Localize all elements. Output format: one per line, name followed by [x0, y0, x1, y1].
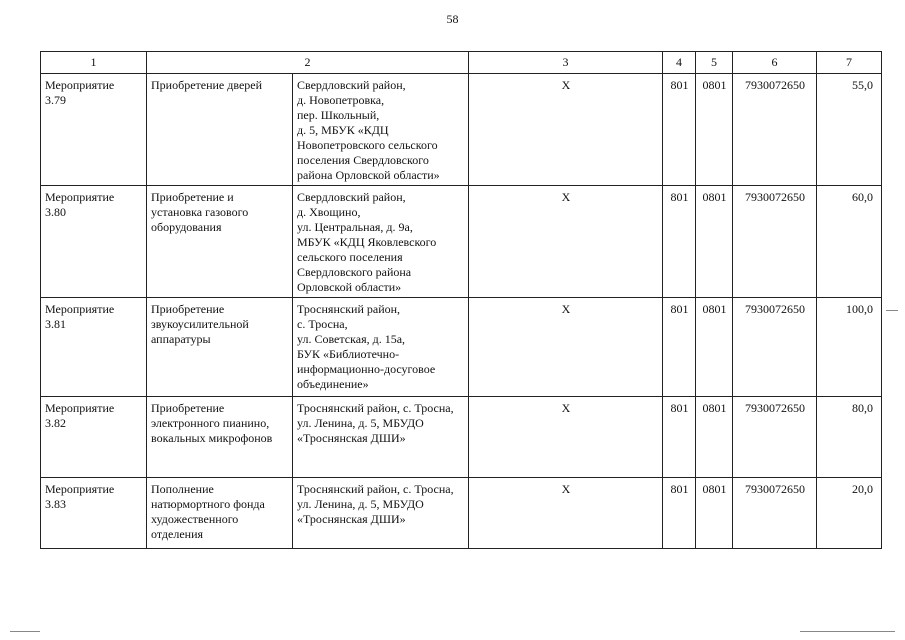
table-row [41, 397, 882, 478]
address-cell-line: ул. Ленина, д. 5, МБУДО [297, 497, 424, 511]
address-cell-line: ул. Советская, д. 15а, [297, 332, 406, 346]
scan-artifact-line [10, 631, 40, 632]
measure-cell [41, 298, 147, 397]
item-name-cell-line: электронного пианино, [151, 416, 270, 430]
item-name-cell [147, 478, 293, 549]
header-col-7: 7 [817, 52, 882, 74]
address-cell-line: «Троснянская ДШИ» [297, 431, 406, 445]
address-cell-line: ул. Центральная, д. 9а, [297, 220, 413, 234]
table-row [41, 298, 882, 397]
item-name-cell-line: Приобретение [151, 302, 225, 316]
address-cell-line: Свердловский район, [297, 78, 406, 92]
col5-cell: 0801 [696, 478, 733, 549]
measure-cell [41, 74, 147, 186]
item-name-cell [147, 74, 293, 186]
col4-cell: 801 [663, 397, 696, 478]
item-name-cell-line: вокальных микрофонов [151, 431, 273, 445]
col5-cell: 0801 [696, 186, 733, 298]
col6-cell: 7930072650 [733, 186, 817, 298]
address-cell-line: пер. Школьный, [297, 108, 380, 122]
address-cell-line: сельского поселения [297, 250, 403, 264]
header-col-1: 1 [41, 52, 147, 74]
table-row [41, 478, 882, 549]
col5-cell: 0801 [696, 397, 733, 478]
header-col-6: 6 [733, 52, 817, 74]
address-cell-line: БУК «Библиотечно- [297, 347, 400, 361]
col5-cell: 0801 [696, 298, 733, 397]
measure-cell [41, 186, 147, 298]
item-name-cell-line: Приобретение дверей [151, 78, 263, 92]
col3-cell: X [469, 298, 663, 397]
address-cell-line: «Троснянская ДШИ» [297, 512, 406, 526]
address-cell-line: Троснянский район, [297, 302, 401, 316]
measure-cell-line: Мероприятие [45, 190, 115, 204]
measure-cell-line: Мероприятие [45, 482, 115, 496]
address-cell-line: объединение» [297, 377, 369, 391]
address-cell-line: информационно-досуговое [297, 362, 436, 376]
amount-cell: 80,0 [817, 397, 882, 478]
address-cell [293, 74, 469, 186]
address-cell-line: Новопетровского сельского [297, 138, 438, 152]
address-cell [293, 478, 469, 549]
col6-cell: 7930072650 [733, 397, 817, 478]
measure-cell-line: Мероприятие [45, 401, 115, 415]
header-col-5: 5 [696, 52, 733, 74]
col4-cell: 801 [663, 186, 696, 298]
item-name-cell-line: аппаратуры [151, 332, 211, 346]
address-cell [293, 397, 469, 478]
amount-cell: 55,0 [817, 74, 882, 186]
item-name-cell-line: оборудования [151, 220, 222, 234]
item-name-cell-line: Приобретение [151, 401, 225, 415]
item-name-cell [147, 186, 293, 298]
item-name-cell-line: Пополнение [151, 482, 214, 496]
col4-cell: 801 [663, 298, 696, 397]
item-name-cell-line: звукоусилительной [151, 317, 249, 331]
item-name-cell [147, 397, 293, 478]
measure-cell-line: 3.81 [45, 317, 66, 331]
measure-cell-line: Мероприятие [45, 302, 115, 316]
measure-cell [41, 478, 147, 549]
address-cell-line: д. 5, МБУК «КДЦ [297, 123, 389, 137]
item-name-cell-line: художественного [151, 512, 239, 526]
address-cell-line: д. Хвощино, [297, 205, 361, 219]
item-name-cell-line: установка газового [151, 205, 249, 219]
address-cell [293, 186, 469, 298]
address-cell [293, 298, 469, 397]
address-cell-line: Троснянский район, с. Тросна, [297, 482, 454, 496]
table-row [41, 74, 882, 186]
address-cell-line: с. Тросна, [297, 317, 348, 331]
measure-cell-line: 3.79 [45, 93, 66, 107]
measure-cell-line: 3.82 [45, 416, 66, 430]
address-cell-line: МБУК «КДЦ Яковлевского [297, 235, 437, 249]
col3-cell: X [469, 74, 663, 186]
address-cell-line: поселения Свердловского [297, 153, 429, 167]
item-name-cell-line: натюрмортного фонда [151, 497, 265, 511]
measure-cell-line: 3.83 [45, 497, 66, 511]
header-col-3: 3 [469, 52, 663, 74]
measure-cell-line: Мероприятие [45, 78, 115, 92]
measure-cell-line: 3.80 [45, 205, 66, 219]
amount-cell: 100,0 [817, 298, 882, 397]
scan-artifact-line [800, 631, 895, 632]
col3-cell: X [469, 186, 663, 298]
item-name-cell-line: отделения [151, 527, 204, 541]
header-col-4: 4 [663, 52, 696, 74]
table-row [41, 186, 882, 298]
item-name-cell-line: Приобретение и [151, 190, 234, 204]
address-cell-line: ул. Ленина, д. 5, МБУДО [297, 416, 424, 430]
address-cell-line: д. Новопетровка, [297, 93, 385, 107]
header-row [41, 52, 882, 74]
col4-cell: 801 [663, 478, 696, 549]
budget-table [40, 51, 882, 549]
col6-cell: 7930072650 [733, 74, 817, 186]
amount-cell: 60,0 [817, 186, 882, 298]
address-cell-line: Свердловского района [297, 265, 412, 279]
address-cell-line: района Орловской области» [297, 168, 440, 182]
col6-cell: 7930072650 [733, 298, 817, 397]
address-cell-line: Орловской области» [297, 280, 402, 294]
page-number: 58 [446, 12, 459, 26]
col6-cell: 7930072650 [733, 478, 817, 549]
header-col-2: 2 [147, 52, 469, 74]
item-name-cell [147, 298, 293, 397]
col3-cell: X [469, 397, 663, 478]
address-cell-line: Свердловский район, [297, 190, 406, 204]
col4-cell: 801 [663, 74, 696, 186]
col5-cell: 0801 [696, 74, 733, 186]
col3-cell: X [469, 478, 663, 549]
amount-cell: 20,0 [817, 478, 882, 549]
measure-cell [41, 397, 147, 478]
address-cell-line: Троснянский район, с. Тросна, [297, 401, 454, 415]
scan-artifact-line [886, 310, 898, 311]
